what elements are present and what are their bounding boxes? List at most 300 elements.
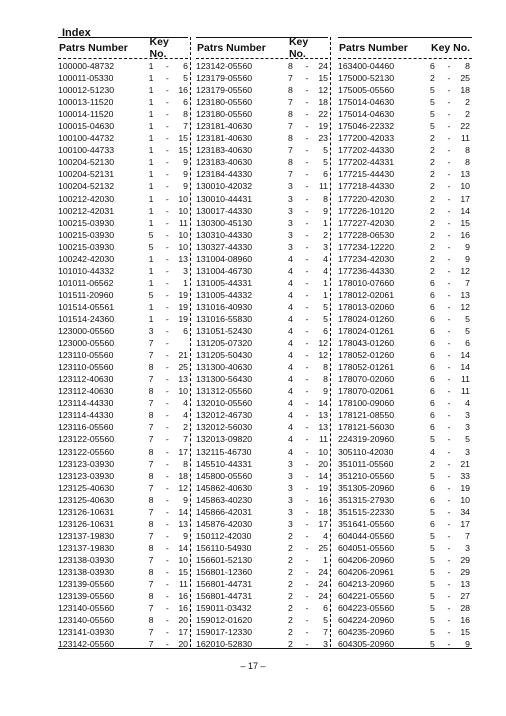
column-header [338,37,472,59]
part-number: 132012-56030 [196,422,253,433]
index-row [58,72,188,84]
key-figure: 1 [148,61,154,71]
key-separator: - [447,253,451,264]
part-number: 351515-22330 [338,506,395,517]
key-separator: - [447,61,451,71]
key-figure: 5 [430,97,435,108]
index-row [338,120,472,132]
index-rows [196,60,328,650]
index-row [58,205,188,217]
key-number-header: Key No. [431,42,471,54]
key-item: 11 [178,579,188,590]
column-header [58,37,188,59]
key-number-header: Key No. [288,36,309,60]
index-row [338,193,472,205]
index-row [58,578,188,590]
index-row [196,602,328,614]
index-row [196,385,328,397]
key-separator: - [305,591,309,602]
key-item: 10 [178,193,188,204]
key-figure: 3 [288,229,293,240]
key-separator: - [447,422,451,433]
key-figure: 7 [148,554,154,565]
key-separator: - [165,350,169,361]
column-divider [330,37,331,647]
key-figure: 2 [288,627,293,638]
key-item: 21 [178,350,188,361]
key-item: 16 [178,591,188,602]
part-number: 100011-05330 [58,73,114,84]
key-item: 16 [460,229,470,240]
key-item: 10 [178,229,188,240]
key-separator: - [165,326,169,337]
key-separator: - [447,313,451,324]
key-item: 13 [178,253,188,264]
key-figure: 1 [148,109,154,120]
key-item: 3 [465,446,470,457]
key-separator: - [305,109,309,120]
part-number: 123112-40630 [58,374,114,385]
key-separator: - [165,398,169,409]
key-item: 3 [465,422,470,433]
key-item: 25 [460,73,470,84]
key-item: 29 [460,566,470,577]
key-separator: - [165,73,169,84]
part-number: 178070-02061 [338,386,395,397]
key-figure: 7 [148,338,154,349]
index-row [338,72,472,84]
part-number: 178070-02060 [338,374,395,385]
key-item: 9 [465,253,470,264]
key-figure: 6 [430,362,435,373]
key-separator: - [447,229,451,240]
part-number: 178100-09060 [338,398,395,409]
index-row [196,433,328,445]
key-separator: - [165,362,169,373]
key-figure: 2 [430,205,435,216]
key-item: 10 [178,386,188,397]
key-figure: 2 [430,241,435,252]
index-row [338,397,472,409]
part-number: 132010-05560 [196,398,253,409]
key-separator: - [447,289,451,300]
key-figure: 7 [288,73,293,84]
key-separator: - [305,73,309,84]
part-number: 178043-01260 [338,338,395,349]
part-number: 123183-40630 [196,157,253,168]
part-number: 123180-05560 [196,109,253,120]
key-separator: - [165,181,169,192]
part-number: 123140-05560 [58,615,115,626]
key-separator: - [447,482,451,493]
key-separator: - [165,61,169,71]
index-row [338,217,472,229]
key-figure: 5 [430,470,435,481]
part-number: 604221-05560 [338,591,395,602]
key-figure: 6 [430,350,435,361]
key-separator: - [165,157,169,168]
key-item: 12 [318,85,328,96]
key-separator: - [165,627,169,638]
key-item: 3 [465,410,470,421]
part-number: 175046-22332 [338,121,395,132]
part-number: 123142-05560 [196,61,253,71]
key-figure: 2 [288,579,293,590]
index-row [196,458,328,470]
index-row [58,506,188,518]
key-item: 8 [183,109,188,120]
key-item: 1 [323,289,328,300]
key-figure: 3 [288,518,293,529]
index-row [338,265,472,277]
part-number: 604224-20960 [338,615,395,626]
index-row [196,590,328,602]
part-number: 178024-01260 [338,313,395,324]
index-row [58,482,188,494]
part-number: 100212-42030 [58,193,115,204]
key-item: 13 [460,169,470,180]
part-number: 123110-05560 [58,362,114,373]
index-row [58,325,188,337]
part-number: 177228-06530 [338,229,395,240]
key-item: 11 [318,434,328,445]
index-row [58,241,188,253]
key-item: 12 [318,338,328,349]
key-figure: 5 [148,289,154,300]
key-figure: 2 [430,169,435,180]
key-item: 17 [178,627,188,638]
key-separator: - [165,289,169,300]
part-number: 131004-46730 [196,265,253,276]
index-row [196,265,328,277]
key-item: 6 [323,169,328,180]
key-item [174,337,188,349]
part-number: 175014-04630 [338,97,395,108]
key-figure: 1 [148,73,154,84]
key-item: 7 [465,277,470,288]
key-figure: 5 [430,506,435,517]
index-row [58,132,188,144]
key-item: 5 [183,73,188,84]
part-number: 351011-05560 [338,458,394,469]
key-separator: - [165,542,169,553]
part-number: 178012-02061 [338,289,395,300]
index-row [196,229,328,241]
index-row [196,241,328,253]
key-separator: - [165,133,169,144]
key-figure: 3 [288,482,293,493]
part-number: 100212-42031 [58,205,115,216]
index-rows [338,60,472,650]
part-number: 145510-44331 [196,458,253,469]
key-separator: - [305,253,309,264]
key-separator: - [305,386,309,397]
key-separator: - [447,446,451,457]
key-item: 15 [178,566,188,577]
index-row [58,180,188,192]
index-row [58,397,188,409]
index-row [58,349,188,361]
part-number: 159011-03432 [196,603,252,614]
key-item: 14 [460,362,470,373]
key-separator: - [165,338,169,349]
key-separator: - [305,566,309,577]
key-figure: 4 [288,338,293,349]
key-item: 16 [178,85,188,96]
key-item: 16 [460,615,470,626]
index-row [196,193,328,205]
key-separator: - [447,326,451,337]
key-figure: 7 [148,482,154,493]
part-number: 178121-08550 [338,410,395,421]
key-figure: 1 [148,85,154,96]
part-number: 123179-05560 [196,73,253,84]
key-separator: - [305,157,309,168]
key-separator: - [305,422,309,433]
index-column-3 [338,37,472,650]
key-separator: - [165,253,169,264]
part-number: 145862-40630 [196,482,253,493]
key-figure: 8 [148,410,154,421]
page-number: – 17 – [240,661,266,671]
index-row [196,144,328,156]
key-separator: - [305,181,309,192]
key-figure: 6 [430,326,435,337]
key-figure: 2 [430,133,435,144]
index-column-1 [58,37,188,650]
key-separator: - [305,289,309,300]
index-row [338,554,472,566]
index-row [338,482,472,494]
key-figure: 7 [148,434,154,445]
index-row [58,385,188,397]
part-number: 130010-44431 [196,193,253,204]
key-figure: 1 [148,145,154,156]
key-separator: - [447,470,451,481]
index-row [338,289,472,301]
key-separator: - [165,374,169,385]
part-number: 177200-42033 [338,133,395,144]
part-number: 123126-10631 [58,518,115,529]
index-row [58,542,188,554]
part-number: 177234-42030 [338,253,395,264]
key-separator: - [447,205,451,216]
part-number: 101010-44332 [58,265,115,276]
key-figure: 8 [148,542,154,553]
part-number: 177220-42030 [338,193,395,204]
key-figure: 7 [148,422,154,433]
index-row [196,494,328,506]
key-item: 7 [183,434,188,445]
index-row [58,96,188,108]
key-figure: 6 [430,494,435,505]
index-row [58,421,188,433]
key-item: 8 [183,458,188,469]
key-item: 5 [323,301,328,312]
key-figure: 7 [288,97,293,108]
key-item: 4 [323,253,328,264]
key-figure: 4 [288,386,293,397]
key-figure: 8 [148,386,154,397]
key-item: 28 [460,603,470,614]
key-separator: - [305,458,309,469]
key-number-header: Key No. [149,36,169,60]
part-number: 123110-05560 [58,350,114,361]
key-separator: - [165,603,169,614]
part-number: 100000-48732 [58,61,115,71]
index-row [196,168,328,180]
part-number: 131004-08960 [196,253,253,264]
key-separator: - [165,265,169,276]
index-row [196,518,328,530]
part-number: 131016-40930 [196,301,253,312]
key-figure: 2 [288,554,293,565]
part-number: 123137-19830 [58,542,115,553]
index-row [196,337,328,349]
key-separator: - [447,362,451,373]
index-row [196,421,328,433]
key-item: 19 [318,121,328,132]
part-number: 178121-56030 [338,422,395,433]
key-separator: - [305,446,309,457]
index-row [338,108,472,120]
part-number-header: Patrs Number [197,42,266,54]
key-item: 6 [465,338,470,349]
key-figure: 2 [430,73,435,84]
index-row [58,494,188,506]
part-number: 100215-03930 [58,229,115,240]
key-item: 4 [323,265,328,276]
key-separator: - [305,530,309,541]
part-number: 177227-42030 [338,217,395,228]
index-row [196,60,328,72]
part-number: 123181-40630 [196,133,253,144]
key-separator: - [165,169,169,180]
key-item: 14 [178,542,188,553]
index-row [58,84,188,96]
key-separator: - [447,566,451,577]
key-separator: - [447,193,451,204]
key-separator: - [447,458,451,469]
key-item: 9 [465,639,470,650]
key-separator: - [447,157,451,168]
index-row [338,602,472,614]
part-number: 123183-40630 [196,145,253,156]
part-number: 156110-54930 [196,542,252,553]
key-figure: 4 [288,434,293,445]
part-number: 224319-20960 [338,434,395,445]
key-figure: 5 [430,639,435,650]
part-number: 101514-24360 [58,313,115,324]
index-row [338,96,472,108]
part-number: 604206-20960 [338,554,395,565]
index-row [338,590,472,602]
part-number: 604044-05560 [338,530,395,541]
part-number: 123184-44330 [196,169,253,180]
key-figure: 3 [288,506,293,517]
key-separator: - [447,603,451,614]
index-row [58,60,188,72]
part-number: 351305-20960 [338,482,395,493]
key-item: 10 [178,554,188,565]
part-number: 156801-44731 [196,591,253,602]
key-item: 13 [178,374,188,385]
key-item: 19 [178,301,188,312]
key-item: 1 [323,277,328,288]
key-separator: - [447,554,451,565]
key-item: 29 [460,554,470,565]
key-separator: - [447,73,451,84]
key-item: 9 [323,205,328,216]
key-item: 11 [460,374,470,385]
key-figure: 1 [148,265,154,276]
key-separator: - [165,446,169,457]
key-item: 24 [318,579,328,590]
part-number: 123137-19830 [58,530,115,541]
key-figure: 6 [430,338,435,349]
part-number: 150112-42030 [196,530,252,541]
part-number: 100012-51230 [58,85,115,96]
key-figure: 7 [148,579,154,590]
key-separator: - [447,615,451,626]
part-number: 604223-05560 [338,603,395,614]
key-item: 20 [178,615,188,626]
key-figure: 6 [430,277,435,288]
key-separator: - [447,217,451,228]
key-figure: 8 [148,494,154,505]
index-row [338,470,472,482]
key-figure: 5 [430,603,435,614]
key-figure: 1 [148,169,154,180]
key-figure: 7 [288,145,293,156]
key-item: 3 [183,265,188,276]
part-number: 131300-40630 [196,362,253,373]
key-separator: - [447,338,451,349]
key-figure: 6 [430,482,435,493]
part-number: 159017-12330 [196,627,253,638]
key-item: 1 [183,277,188,288]
key-figure: 2 [288,615,293,626]
key-separator: - [305,193,309,204]
index-row [338,530,472,542]
key-figure: 7 [148,458,154,469]
key-separator: - [305,265,309,276]
key-item: 7 [323,627,328,638]
key-item: 17 [460,193,470,204]
index-row [338,614,472,626]
key-figure: 6 [430,374,435,385]
key-separator: - [305,169,309,180]
key-separator: - [447,277,451,288]
key-separator: - [305,627,309,638]
key-separator: - [447,265,451,276]
key-item: 16 [178,603,188,614]
part-number: 100215-03930 [58,241,115,252]
key-item: 18 [318,506,328,517]
key-figure: 4 [288,374,293,385]
index-row [196,578,328,590]
key-figure: 7 [148,398,154,409]
key-item: 13 [318,410,328,421]
key-figure: 2 [288,530,293,541]
part-number: 177218-44330 [338,181,395,192]
part-number: 123139-05560 [58,579,115,590]
key-item: 18 [460,85,470,96]
part-number: 604206-20961 [338,566,395,577]
index-row [58,458,188,470]
key-figure: 1 [148,301,154,312]
key-figure: 4 [288,277,293,288]
